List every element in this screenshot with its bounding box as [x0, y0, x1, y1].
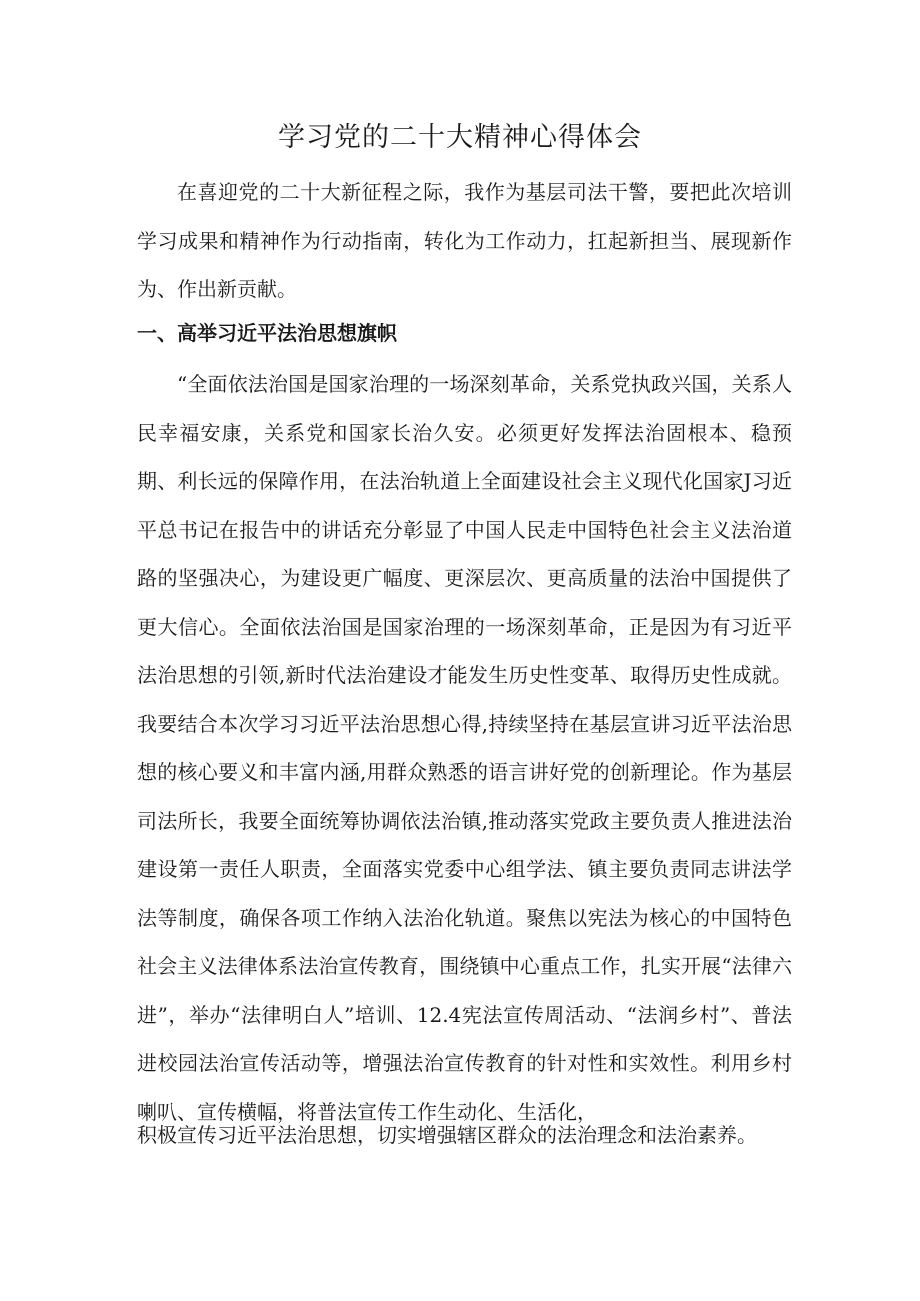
- section-heading: 一、高举习近平法治思想旗帜: [137, 321, 397, 345]
- intro-paragraph: 在喜迎党的二十大新征程之际，我作为基层司法干警，要把此次培训学习成果和精神作为行动指南，转化为工作动力，扛起新担当、展现新作为、作出新贡献。: [137, 180, 792, 301]
- section-body-paragraph: “全面依法治国是国家治理的一场深刻革命，关系党执政兴国，关系人民幸福安康，关系党和国家长治久安。必须更好发挥法治固根本、稳预期、利长远的保障作用，在法治轨道上全面建设社会主义现代化国家J习近平总书记在报告中的讲话充分彰显了中国人民走中国特色社会主义法治道路的坚强决心，为建设更广幅度、更深层次、更高质量的法治中国提供了更大信心。全面依法治国是国家治理的一场深刻革命，正是因为有习近平法治思想的引领,新时代法治建设才能发生历史性变革、取得历史性成就。我要结合本次学习习近平法治思想心得,持续坚持在基层宣讲习近平法治思想的核心要义和丰富内涵,用群众熟悉的语言讲好党的创新理论。作为基层司法所长，我要全面统筹协调依法治镇,推动落实党政主要负责人推进法治建设第一责任人职责，全面落实党委中心组学法、镇主要负责同志讲法学法等制度，确保各项工作纳入法治化轨道。聚焦以宪法为核心的中国特色社会主义法律体系法治宣传教育，围绕镇中心重点工作，扎实开展“法律六进”，举办“法律明白人”培训、12.4宪法宣传周活动、“法润乡村”、普法进校园法治宣传活动等，增强法治宣传教育的针对性和实效性。利用乡村喇叭、宣传横幅，将普法宣传工作生动化、生活化，: [137, 372, 792, 1124]
- document-title: 学习党的二十大精神心得体会: [278, 122, 642, 153]
- section-closing-line: 积极宣传习近平法治思想，切实增强辖区群众的法治理念和法治素养。: [137, 1123, 757, 1147]
